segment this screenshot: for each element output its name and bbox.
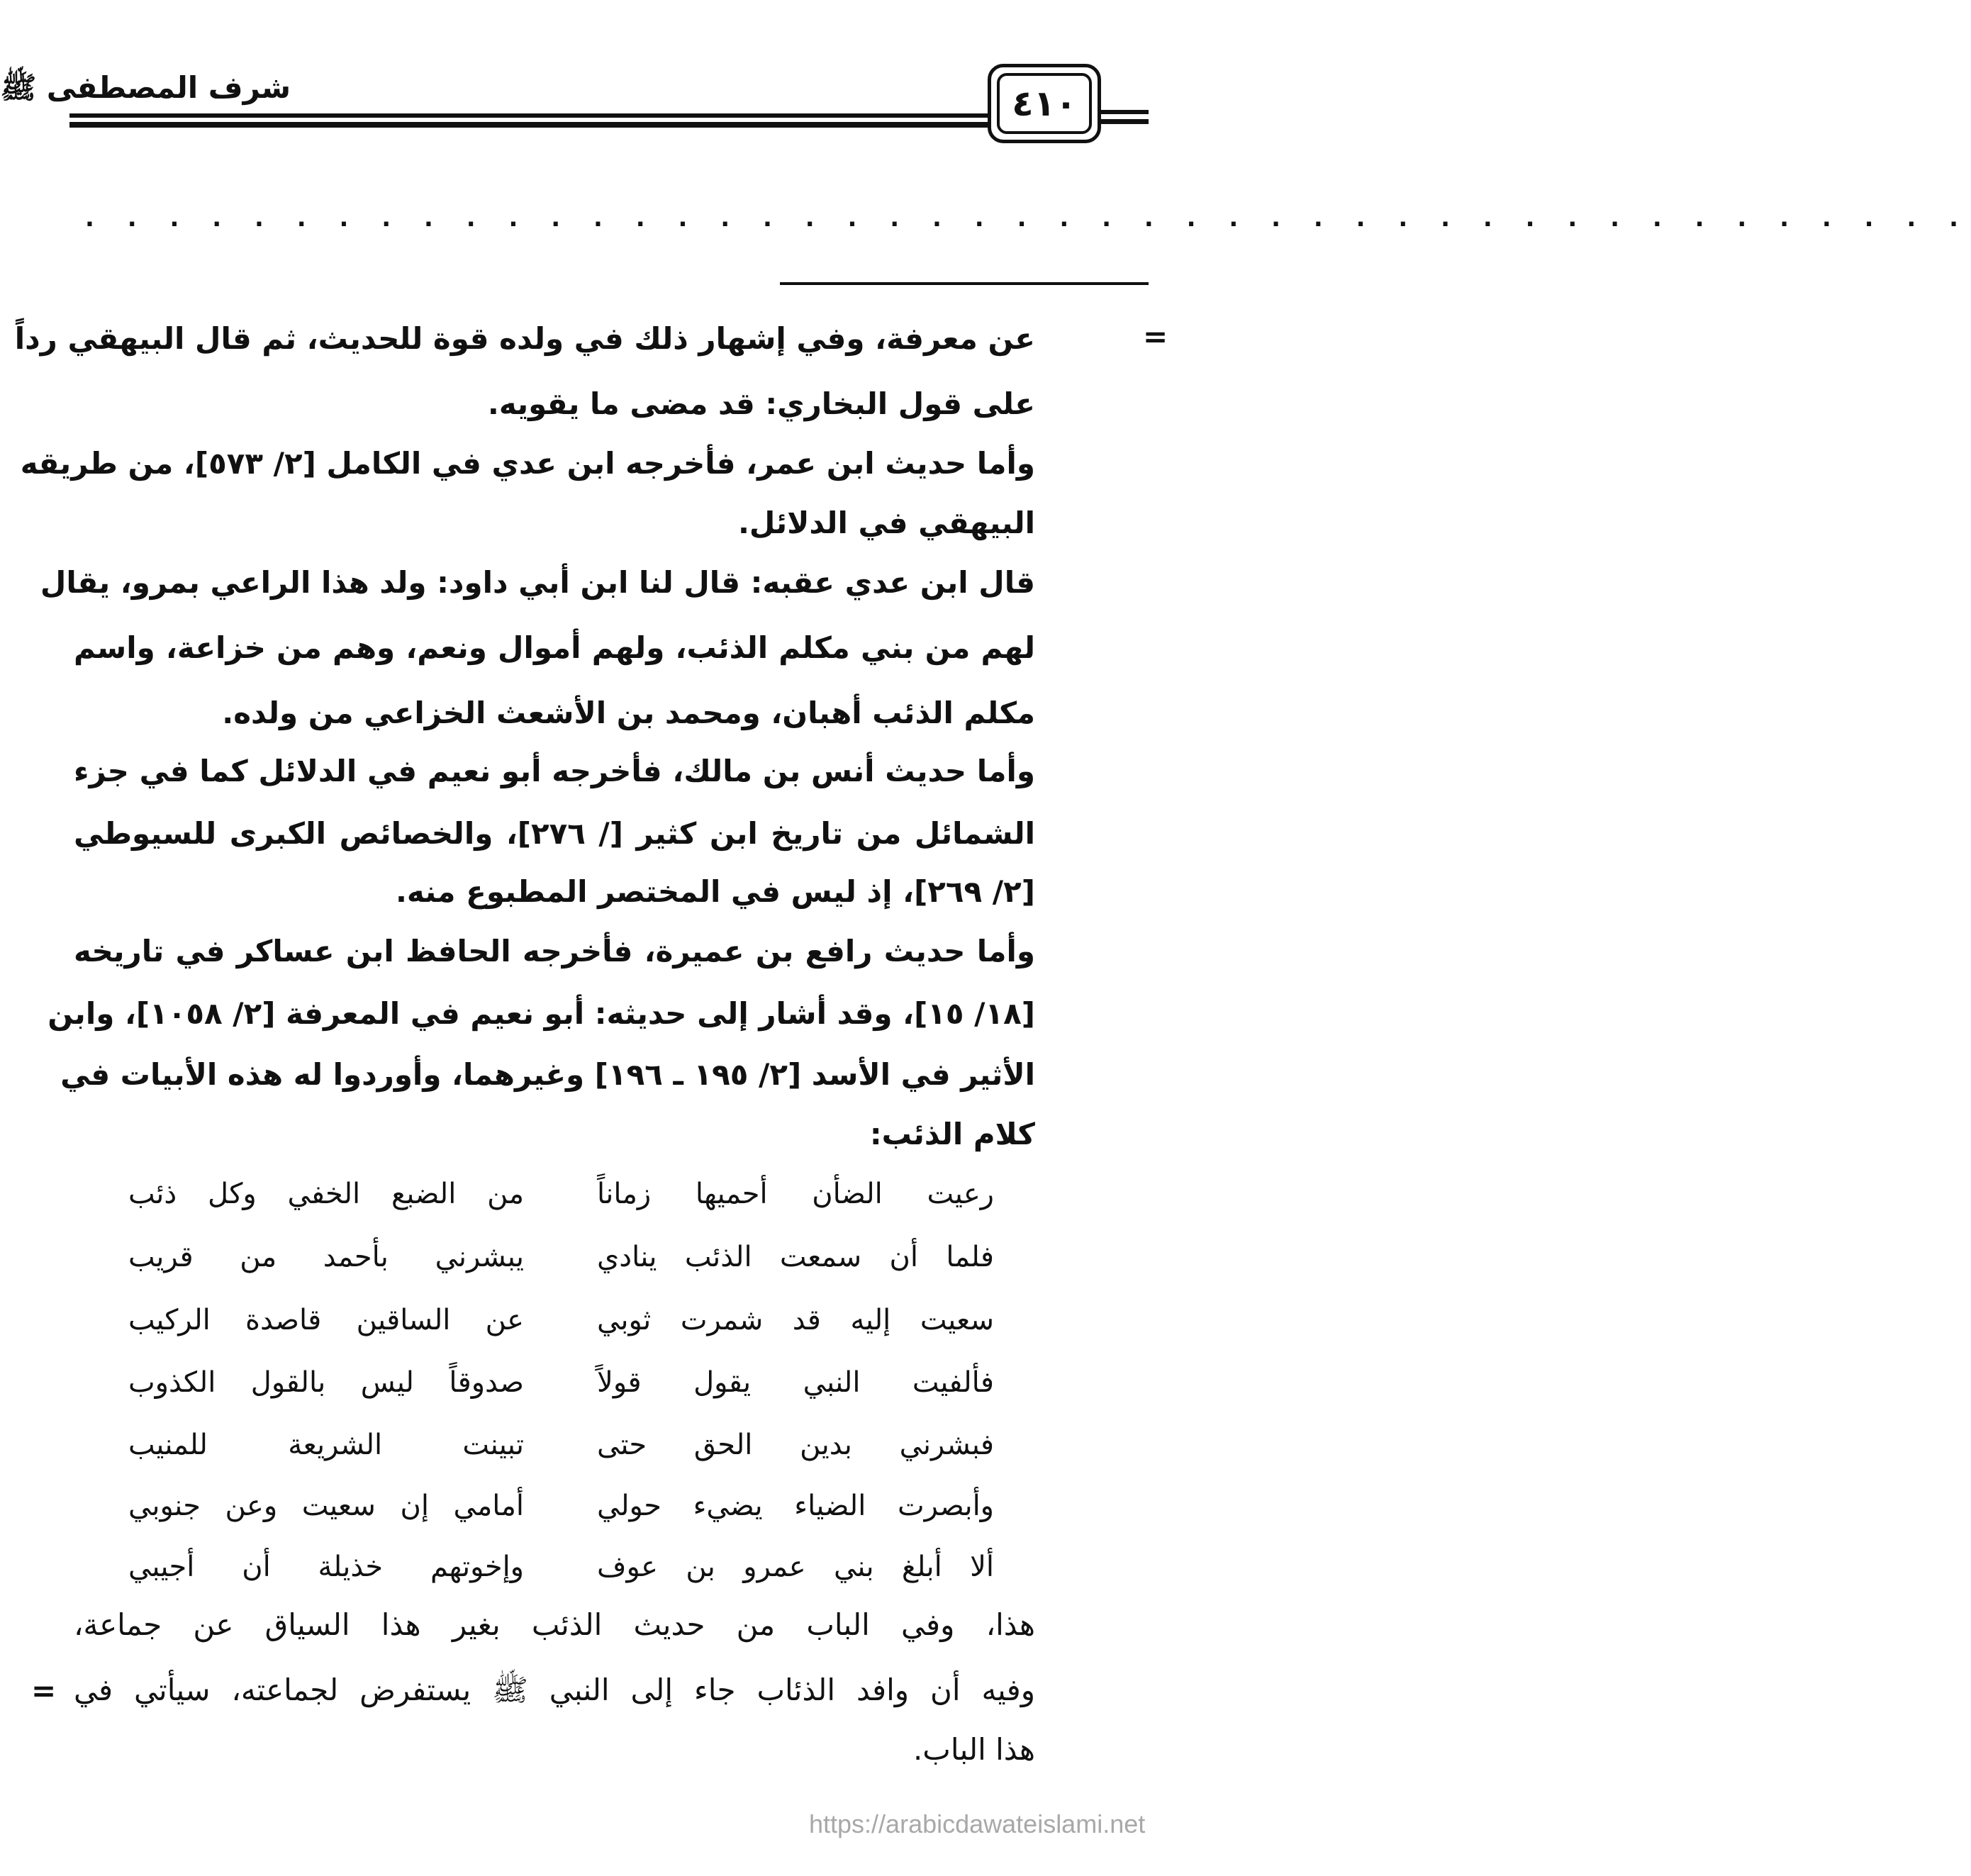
closing-line: هذا الباب. <box>912 1732 1035 1767</box>
footnote-rule <box>780 282 1149 285</box>
body-line: كلام الذئب: <box>869 1117 1035 1151</box>
header-rule-right-top <box>1099 110 1149 114</box>
page-number-frame <box>988 64 1101 143</box>
poem-second-hemistich: وإخوتهم خذيلة أن أجيبي <box>128 1551 524 1583</box>
closing-line: وفيه أن وافد الذئاب جاء إلى النبي ﷺ يستفرض لجماعته، سيأتي في <box>74 1673 1035 1707</box>
body-line: على قول البخاري: قد مضى ما يقويه. <box>487 386 1035 421</box>
page-number: ٤١٠ <box>997 73 1092 134</box>
body-line: وأما حديث أنس بن مالك، فأخرجه أبو نعيم في الدلائل كما في جزء <box>74 754 1035 788</box>
body-line: قال ابن عدي عقبه: قال لنا ابن أبي داود: ولد هذا الراعي بمرو، يقال <box>40 565 1035 600</box>
poem-first-hemistich: وأبصرت الضياء يضيء حولي <box>597 1490 994 1522</box>
poem-first-hemistich: فألفيت النبي يقول قولاً <box>597 1366 994 1399</box>
body-line: [١٨/ ١٥]، وقد أشار إلى حديثه: أبو نعيم في المعرفة [٢/ ١٠٥٨]، وابن <box>48 996 1035 1031</box>
closing-line: هذا، وفي الباب من حديث الذئب بغير هذا السياق عن جماعة، <box>74 1607 1035 1642</box>
poem-second-hemistich: صدوقاً ليس بالقول الكذوب <box>128 1366 524 1399</box>
body-line: وأما حديث ابن عمر، فأخرجه ابن عدي في الكامل [٢/ ٥٧٣]، من طريقه <box>20 446 1035 481</box>
header-rule-right-bottom <box>1099 119 1149 124</box>
poem-first-hemistich: فلما أن سمعت الذئب ينادي <box>597 1241 994 1273</box>
poem-first-hemistich: رعيت الضأن أحميها زماناً <box>597 1178 994 1210</box>
header-rule-top <box>69 113 991 118</box>
body-line: البيهقي في الدلائل. <box>737 506 1035 540</box>
poem-first-hemistich: ألا أبلغ بني عمرو بن عوف <box>597 1551 994 1583</box>
body-line: [٢/ ٢٦٩]، إذ ليس في المختصر المطبوع منه. <box>395 874 1035 909</box>
body-line: الأثير في الأسد [٢/ ١٩٥ ـ ١٩٦] وغيرهما، وأوردوا له هذه الأبيات في <box>60 1057 1035 1092</box>
separator-dots: . . . . . . . . . . . . . . . . . . . . . . . . . . . . . . . . . . . . . . . . . . . . . <box>85 204 1971 233</box>
body-line: لهم من بني مكلم الذئب، ولهم أموال ونعم، وهم من خزاعة، واسم <box>74 630 1035 665</box>
poem-second-hemistich: أمامي إن سعيت وعن جنوبي <box>128 1490 524 1522</box>
continuation-mark-bottom: = <box>31 1673 57 1708</box>
body-line: الشمائل من تاريخ ابن كثير [/ ٢٧٦]، والخصائص الكبرى للسيوطي <box>74 816 1035 851</box>
poem-second-hemistich: عن الساقين قاصدة الركيب <box>128 1304 524 1336</box>
watermark: https://arabicdawateislami.net <box>809 1809 1146 1838</box>
poem-second-hemistich: يبشرني بأحمد من قريب <box>128 1241 524 1273</box>
running-title: شرف المصطفى ﷺ <box>0 70 291 105</box>
continuation-mark-top: = <box>1143 319 1168 354</box>
poem-first-hemistich: فبشرني بدين الحق حتى <box>597 1429 994 1461</box>
body-line: وأما حديث رافع بن عميرة، فأخرجه الحافظ ابن عساكر في تاريخه <box>74 934 1035 968</box>
body-line: عن معرفة، وفي إشهار ذلك في ولده قوة للحديث، ثم قال البيهقي رداً <box>14 321 1035 356</box>
poem-second-hemistich: تبينت الشريعة للمنيب <box>128 1429 524 1461</box>
poem-first-hemistich: سعيت إليه قد شمرت ثوبي <box>597 1304 994 1336</box>
body-line: مكلم الذئب أهبان، ومحمد بن الأشعث الخزاعي من ولده. <box>222 696 1035 730</box>
header-rule-bottom <box>69 122 991 128</box>
poem-second-hemistich: من الضبع الخفي وكل ذئب <box>128 1178 524 1210</box>
